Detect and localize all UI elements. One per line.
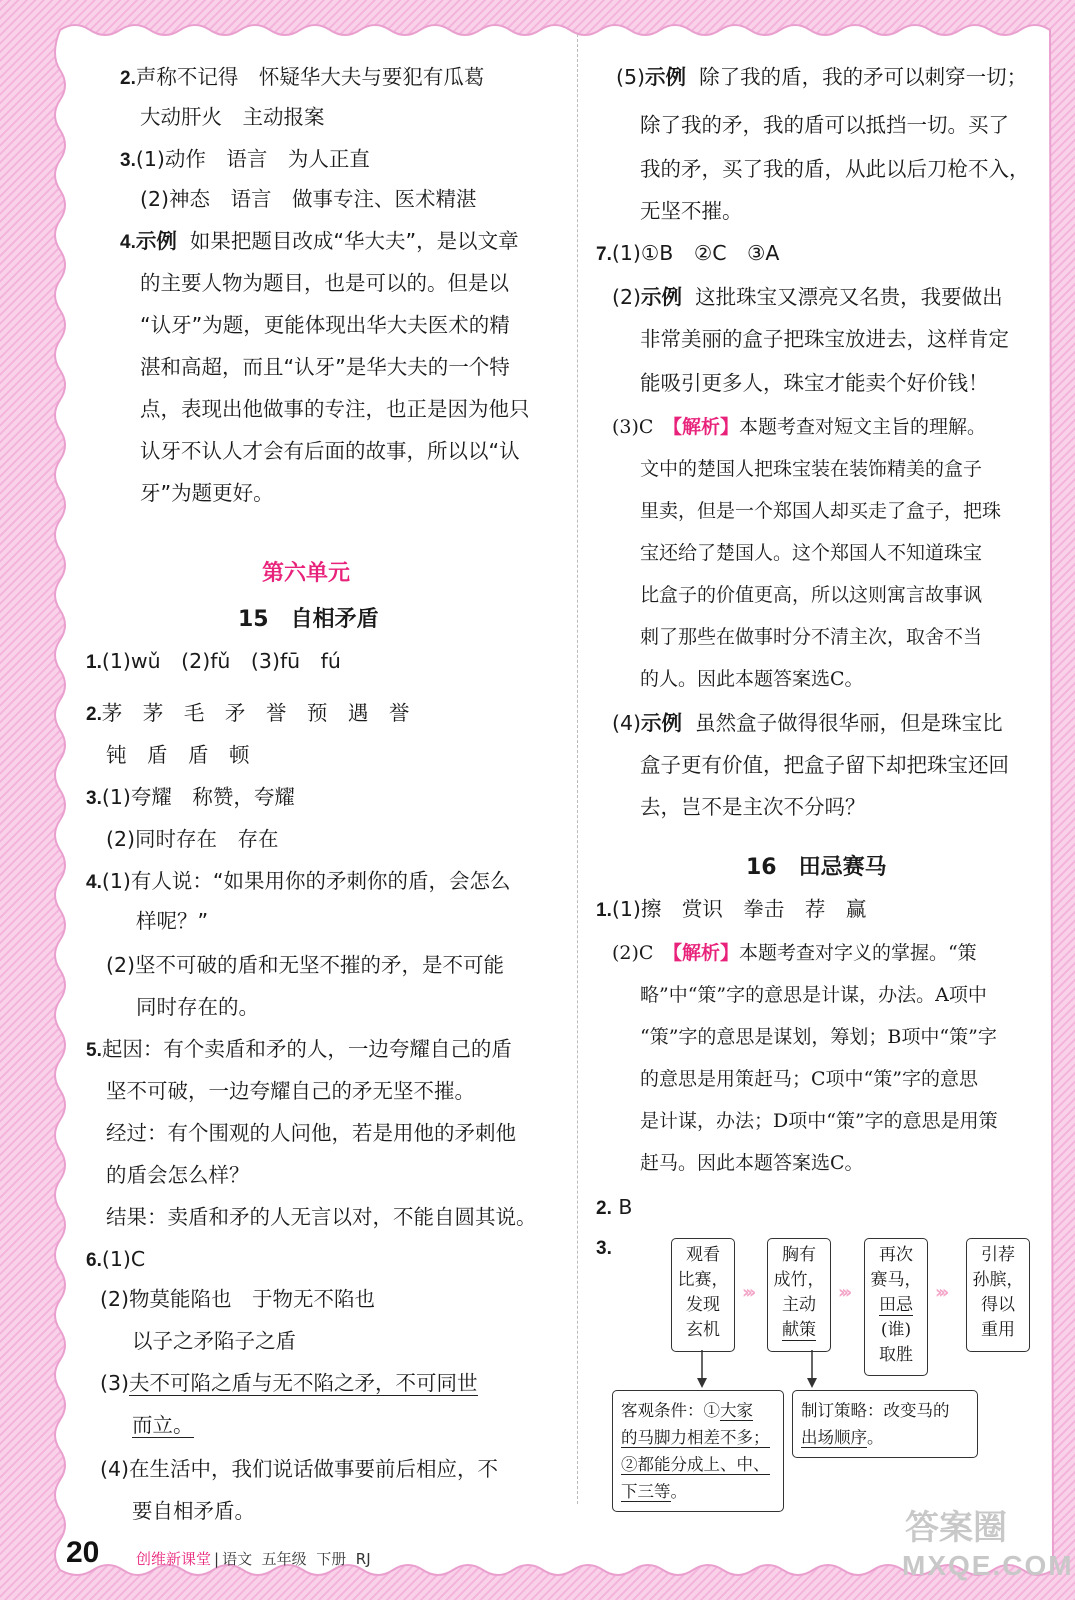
q7-line7: 里卖，但是一个郑国人却买走了盒子，把珠 (640, 500, 1002, 522)
lesson-16-title: 16 田忌赛马 (746, 855, 887, 880)
a1-line: 1.(1)wǔ (2)fǔ (3)fū fú (86, 649, 341, 673)
q7-line12: (4)示例 虽然盒子做得很华丽，但是珠宝比 (612, 711, 1003, 735)
column-divider (577, 34, 578, 1504)
q5-line1: (5)示例 除了我的盾，我的矛可以刺穿一切； (616, 65, 1028, 89)
a6-line6: (4)在生活中，我们说话做事要前后相应，不 (100, 1457, 499, 1481)
a4-line2: 样呢？” (136, 909, 209, 933)
b1-line2: (2)C 【解析】本题考查对字义的掌握。“策 (612, 942, 977, 964)
q5-line3: 我的矛，买了我的盾，从此以后刀枪不入， (640, 157, 1030, 181)
a6-line7: 要自相矛盾。 (132, 1499, 255, 1523)
a4-line1: 4.(1)有人说：“如果用你的矛刺你的盾，会怎么 (86, 869, 511, 893)
question-number: 2. (120, 68, 136, 89)
q3-line1: 3.(1)动作 语言 为人正直 (120, 147, 370, 171)
down-arrows (690, 1350, 820, 1392)
q5-line2: 除了我的矛，我的盾可以抵挡一切。买了 (640, 113, 1009, 137)
a5-line1: 5.起因：有个卖盾和矛的人，一边夸耀自己的盾 (86, 1037, 512, 1061)
q7-line6: 文中的楚国人把珠宝装在装饰精美的盒子 (640, 458, 983, 480)
q7-line14: 去，岂不是主次不分吗？ (640, 795, 866, 819)
strategy-box: 制订策略：改变马的 出场顺序。 (792, 1390, 978, 1458)
watermark-logo: 答案圈 (905, 1509, 1007, 1547)
a6-line1: 6.(1)C (86, 1247, 146, 1271)
a4-line3: (2)坚不可破的盾和无坚不摧的矛，是不可能 (106, 953, 505, 977)
q3-line2: (2)神态 语言 做事专注、医术精湛 (140, 187, 477, 211)
a6-line2: (2)物莫能陷也 于物无不陷也 (100, 1287, 376, 1311)
q7-line5: (3)C 【解析】本题考查对短文主旨的理解。 (612, 416, 986, 438)
unit-title: 第六单元 (262, 561, 351, 586)
chevron-right-icon: ››› (742, 1282, 753, 1303)
a2-line2: 钝 盾 盾 顿 (106, 743, 250, 767)
q7-line1: 7.(1)①B ②C ③A (596, 241, 780, 265)
q5-line4: 无坚不摧。 (640, 199, 743, 223)
flow-box-4: 引荐 孙膑， 得以 重用 (966, 1238, 1030, 1352)
flow-box-3: 再次 赛马， 田忌 (谁) 取胜 (864, 1238, 928, 1376)
b3-number: 3. (596, 1238, 612, 1259)
a4-line4: 同时存在的。 (136, 995, 259, 1019)
a5-line2: 坚不可破，一边夸耀自己的矛无坚不摧。 (106, 1079, 475, 1103)
q7-line8: 宝还给了楚国人。这个郑国人不知道珠宝 (640, 542, 983, 564)
a2-line1: 2.茅 茅 毛 矛 誉 预 遇 誉 (86, 701, 410, 725)
a6-line4: (3)夫不可陷之盾与无不陷之矛，不可同世 (100, 1371, 478, 1395)
q4-line7: 牙”为题更好。 (140, 481, 274, 505)
q7-line11: 的人。因此本题答案选C。 (640, 668, 864, 690)
b1-line5: 的意思是用策赶马；C项中“策”字的意思 (640, 1068, 978, 1090)
q4-line3: “认牙”为题，更能体现出华大夫医术的精 (140, 313, 510, 337)
a3-line1: 3.(1)夸耀 称赞，夸耀 (86, 785, 295, 809)
condition-box: 客观条件：①大家 的马脚力相差不多； ②都能分成上、中、 下三等。 (612, 1390, 784, 1512)
a3-line2: (2)同时存在 存在 (106, 827, 279, 851)
q7-line2: (2)示例 这批珠宝又漂亮又名贵，我要做出 (612, 285, 1003, 309)
brand-name: 创维新课堂 (136, 1550, 212, 1568)
b2-line: 2. B (596, 1195, 633, 1219)
footer-info: 创维新课堂 | 语文 五年级 下册 RJ (136, 1550, 371, 1568)
b1-line7: 赶马。因此本题答案选C。 (640, 1152, 864, 1174)
a6-line5: 而立。 (132, 1413, 194, 1437)
flow-box-2: 胸有 成竹， 主动 献策 (767, 1238, 831, 1352)
q4-line1: 4.示例 如果把题目改成“华大夫”，是以文章 (120, 229, 519, 253)
b1-line4: “策”字的意思是谋划，筹划；B项中“策”字 (640, 1026, 997, 1048)
q7-line4: 能吸引更多人，珠宝才能卖个好价钱！ (640, 371, 989, 395)
q4-line2: 的主要人物为题目，也是可以的。但是以 (140, 271, 509, 295)
chevron-right-icon: ››› (838, 1282, 849, 1303)
page-number: 20 (66, 1536, 100, 1569)
q7-line3: 非常美丽的盒子把珠宝放进去，这样肯定 (640, 327, 1009, 351)
q7-line10: 刺了那些在做事时分不清主次，取舍不当 (640, 626, 983, 648)
a5-line3: 经过：有个围观的人问他，若是用他的矛刺他 (106, 1121, 516, 1145)
flow-box-1: 观看 比赛， 发现 玄机 (671, 1238, 735, 1352)
watermark-url: MXQE.COM (902, 1550, 1074, 1581)
q4-line5: 点，表现出他做事的专注，也正是因为他只 (140, 397, 530, 421)
a5-line5: 结果：卖盾和矛的人无言以对，不能自圆其说。 (106, 1205, 537, 1229)
lesson-15-title: 15 自相矛盾 (238, 607, 379, 632)
q7-line13: 盒子更有价值，把盒子留下却把珠宝还回 (640, 753, 1009, 777)
b1-line6: 是计谋，办法；D项中“策”字的意思是用策 (640, 1110, 998, 1132)
a5-line4: 的盾会怎么样？ (106, 1163, 250, 1187)
b1-line3: 略”中“策”字的意思是计谋，办法。A项中 (640, 984, 987, 1006)
q4-line6: 认牙不认人才会有后面的故事，所以以“认 (140, 439, 520, 463)
b1-line1: 1.(1)擦 赏识 拳击 荐 赢 (596, 897, 867, 921)
q4-line4: 湛和高超，而且“认牙”是华大夫的一个特 (140, 355, 510, 379)
q2-line1: 2.声称不记得 怀疑华大夫与要犯有瓜葛 (120, 65, 485, 89)
q7-line9: 比盒子的价值更高，所以这则寓言故事讽 (640, 584, 983, 606)
chevron-right-icon: ››› (935, 1282, 946, 1303)
a6-line3: 以子之矛陷子之盾 (132, 1329, 296, 1353)
q2-line2: 大动肝火 主动报案 (140, 105, 325, 129)
